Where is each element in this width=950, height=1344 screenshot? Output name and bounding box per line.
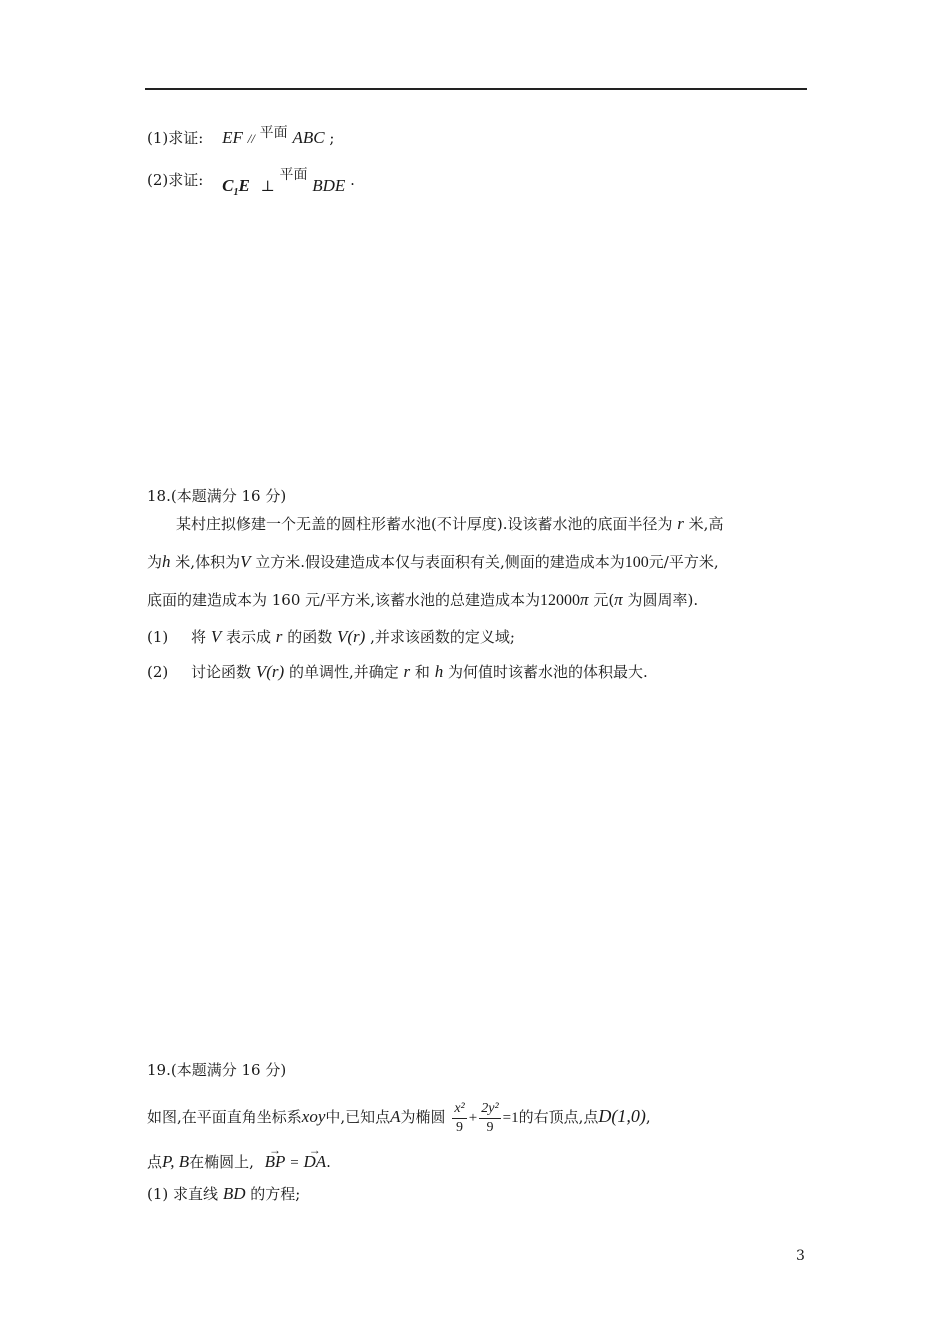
fraction-2y2-over-9: $\frac{\text{2y²}}{9}$ — [481, 1100, 499, 1135]
p18-title: 18.(本题满分 16 分) — [147, 487, 287, 505]
text: 的函数 — [287, 628, 333, 646]
math-xoy: xoy — [301, 1107, 326, 1126]
text: 点 — [147, 1153, 163, 1171]
vector-bp: → BP — [265, 1152, 286, 1172]
text: 表示成 — [226, 628, 272, 646]
text: 元( — [593, 591, 615, 609]
p18-line-2 — [147, 552, 719, 573]
text: 将 — [191, 628, 207, 646]
text: 中,已知点 — [325, 1108, 391, 1126]
p18-line-3 — [147, 590, 698, 611]
perp-symbol: ⊥ — [260, 177, 275, 195]
sub-label: (2) — [147, 663, 169, 681]
text: 讨论函数 — [191, 663, 252, 681]
math-pi: π — [580, 590, 589, 609]
p19-line-1 — [147, 1094, 651, 1140]
math-bd: BD — [222, 1184, 246, 1203]
page-number: 3 — [796, 1248, 805, 1264]
text: 为椭圆 — [400, 1108, 446, 1126]
text: . — [326, 1153, 331, 1171]
math-c1e: $C_1E$ — [222, 176, 250, 198]
p17-question-2 — [147, 166, 355, 197]
equals-one: =1 — [502, 1110, 519, 1126]
text: 的单调性,并确定 — [288, 663, 399, 681]
text: 某村庄拟修建一个无盖的圆柱形蓄水池(不计厚度).设该蓄水池的底面半径为 — [176, 515, 673, 533]
fraction-x2-over-9: $\frac{\text{x²}}{9}$ — [454, 1100, 465, 1135]
text: ,并求该函数的定义域; — [370, 628, 515, 646]
number-12000: 12000 — [540, 592, 580, 609]
number-100: 100 — [624, 554, 649, 571]
plus-symbol: + — [468, 1110, 478, 1126]
parallel-symbol: // — [247, 131, 255, 146]
math-a: A — [390, 1107, 401, 1126]
math-vr: V(r) — [255, 662, 285, 681]
text: 的右顶点,点 — [518, 1108, 599, 1126]
q2-end: . — [350, 171, 355, 189]
text: 的方程; — [250, 1185, 301, 1203]
text: 米,体积为 — [175, 553, 241, 571]
text: 和 — [414, 663, 430, 681]
math-r: r — [677, 514, 684, 533]
text: (1) 求直线 — [147, 1185, 219, 1203]
p18-line-1 — [176, 514, 723, 534]
text: 为圆周率). — [627, 591, 699, 609]
header-rule — [145, 88, 807, 90]
math-bde: BDE — [312, 176, 346, 195]
math-r: r — [275, 627, 283, 646]
equals-symbol: = — [290, 1155, 299, 1171]
math-v: V — [210, 627, 222, 646]
vector-da: → DA — [303, 1152, 326, 1172]
q1-label: (1)求证: — [147, 129, 204, 147]
p17-question-1 — [147, 125, 335, 149]
text: 为何值时该蓄水池的体积最大. — [447, 663, 648, 681]
text: 底面的建造成本为 160 元/平方米,该蓄水池的总建造成本为 — [147, 591, 540, 609]
math-h: h — [162, 552, 171, 571]
text: 为 — [147, 553, 163, 571]
p19-line-2 — [147, 1152, 331, 1173]
math-pb: P, B — [162, 1152, 190, 1171]
p19-title: 19.(本题满分 16 分) — [147, 1061, 287, 1079]
math-pi: π — [614, 590, 623, 609]
math-vr: V(r) — [337, 627, 366, 646]
text: 米,高 — [688, 515, 724, 533]
math-v: V — [240, 552, 251, 571]
text: 在椭圆上, — [189, 1153, 254, 1171]
math-r: r — [403, 662, 411, 681]
text: 元/平方米, — [648, 553, 719, 571]
text: 立方米.假设建造成本仅与表面积有关,侧面的建造成本为 — [255, 553, 625, 571]
p19-sub-1 — [147, 1184, 300, 1204]
q1-end: ; — [329, 129, 335, 147]
q2-label: (2)求证: — [147, 171, 204, 189]
sub-label: (1) — [147, 628, 169, 646]
math-d-point: D(1,0) — [598, 1106, 646, 1126]
text: , — [645, 1108, 651, 1126]
plane-text: 平面 — [279, 167, 308, 183]
p18-sub-1 — [147, 627, 515, 647]
math-ef: EF — [222, 128, 243, 147]
plane-text: 平面 — [259, 125, 288, 141]
math-abc: ABC — [292, 128, 325, 147]
p18-sub-2 — [147, 662, 648, 682]
math-h: h — [434, 662, 444, 681]
text: 如图,在平面直角坐标系 — [147, 1108, 302, 1126]
